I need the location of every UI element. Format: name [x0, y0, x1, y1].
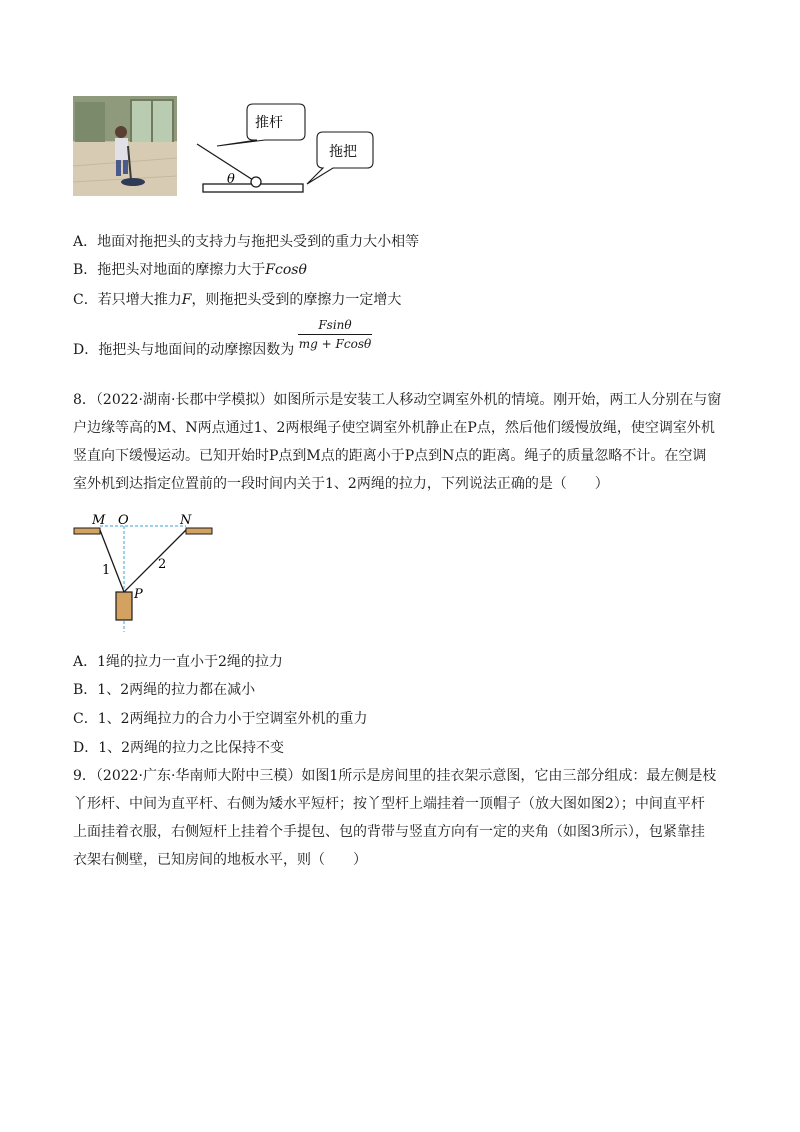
q9-stem	[73, 762, 733, 874]
q8-option-c: C．1、2两绳拉力的合力小于空调室外机的重力	[73, 711, 368, 727]
left-ledge	[74, 528, 100, 534]
q7-option-b-text: B．拖把头对地面的摩擦力大于	[73, 262, 266, 278]
q8-stem-line: 室外机到达指定位置前的一段时间内关于1、2两绳的拉力，下列说法正确的是（ ）	[73, 476, 609, 492]
push-rod-line	[197, 144, 253, 180]
fraction-numerator: Fsinθ	[298, 318, 372, 335]
q8-option-a: A．1绳的拉力一直小于2绳的拉力	[73, 654, 283, 670]
q8-stem	[73, 386, 733, 498]
q8-stem-line: 竖直向下缓慢运动。已知开始时P点到M点的距离小于P点到N点的距离。绳子的质量忽略不计。在空调	[73, 448, 707, 464]
label-p: P	[134, 587, 143, 602]
q8-stem-line: 户边缘等高的M、N两点通过1、2两根绳子使空调室外机静止在P点，然后他们缓慢放绳，使空调室外机	[73, 420, 715, 436]
rope-2	[124, 530, 186, 592]
q7-option-b-math: Fcosθ	[265, 262, 307, 278]
rope-1	[100, 530, 124, 592]
label-m: M	[92, 513, 106, 528]
q7-option-c-tail: ，则拖把头受到的摩擦力一定增大	[191, 292, 402, 308]
q7-option-c	[73, 290, 401, 310]
q7-option-d-fraction	[298, 318, 372, 351]
rope-diagram	[70, 512, 220, 636]
label-n: N	[180, 513, 192, 528]
q7-option-c-text: C．若只增大推力	[73, 292, 182, 308]
q9-stem-line: 9．（2022·广东·华南师大附中三模）如图1所示是房间里的挂衣架示意图，它由三部分组成：最左侧是枝	[73, 768, 717, 784]
mop-diagram	[195, 100, 395, 200]
mop-label: 拖把	[329, 144, 357, 160]
label-rope-1: 1	[102, 563, 111, 578]
ac-unit-box	[116, 592, 132, 620]
q7-option-c-math: F	[181, 292, 192, 308]
mopping-photo	[73, 96, 177, 196]
q8-stem-line: 8．（2022·湖南·长郡中学模拟）如图所示是安装工人移动空调室外机的情境。刚开始，两工人分别在与窗	[73, 392, 722, 408]
q8-option-d: D．1、2两绳的拉力之比保持不变	[73, 740, 285, 756]
q9-stem-line: 上面挂着衣服，右侧短杆上挂着个手提包、包的背带与竖直方向有一定的夹角（如图3所示），包紧靠挂	[73, 824, 705, 840]
q9-stem-line: 丫形杆、中间为直平杆、右侧为矮水平短杆；按丫型杆上端挂着一顶帽子（放大图如图2）；中间直平杆	[73, 796, 705, 812]
mop-head	[251, 177, 261, 187]
q8-option-b: B．1、2两绳的拉力都在减小	[73, 682, 256, 698]
q7-option-b	[73, 260, 307, 280]
label-rope-2: 2	[158, 557, 167, 572]
label-o: O	[118, 513, 129, 528]
push-rod-label: 推杆	[255, 115, 283, 131]
q9-stem-line: 衣架右侧壁，已知房间的地板水平，则（ ）	[73, 852, 367, 868]
theta-label: θ	[227, 172, 235, 187]
fraction-denominator: mg + Fcosθ	[298, 337, 372, 351]
q7-option-a: A．地面对拖把头的支持力与拖把头受到的重力大小相等	[73, 234, 420, 250]
q7-option-d: D．拖把头与地面间的动摩擦因数为	[73, 342, 295, 358]
right-ledge	[186, 528, 212, 534]
